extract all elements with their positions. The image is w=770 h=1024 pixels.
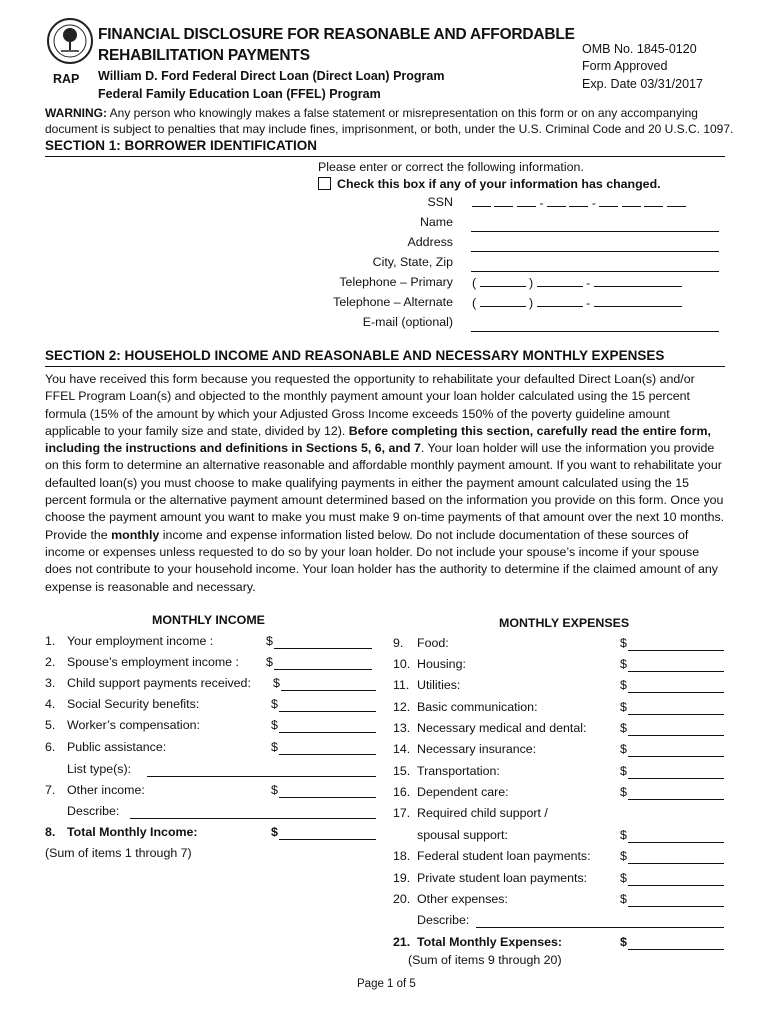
program-line1: William D. Ford Federal Direct Loan (Direct Loan) Program <box>98 69 445 83</box>
expense-item-14-label: Necessary insurance: <box>417 742 537 756</box>
expense-item-15-input[interactable] <box>628 778 724 779</box>
email-label: E-mail (optional) <box>362 315 453 329</box>
currency-sign: $ <box>620 935 627 949</box>
section2-rule <box>45 366 725 367</box>
income-item-2-input[interactable] <box>274 669 372 670</box>
total-income-input[interactable] <box>279 839 376 840</box>
expense-item-18-number: 18. <box>393 849 411 863</box>
section1-instruction: Please enter or correct the following information. <box>318 160 584 174</box>
expense-item-14-number: 14. <box>393 742 411 756</box>
income-item-4-input[interactable] <box>279 711 376 712</box>
paren-open: ( <box>472 276 477 290</box>
expense-item-20-number: 20. <box>393 892 411 906</box>
income-item-1-number: 1. <box>45 634 56 648</box>
expense-item-12-label: Basic communication: <box>417 700 538 714</box>
form-title-line2: REHABILITATION PAYMENTS <box>98 47 310 64</box>
currency-sign: $ <box>271 697 278 711</box>
income-item-2-label: Spouse’s employment income : <box>67 655 239 669</box>
expense-item-21-number: 21. <box>393 935 411 949</box>
info-changed-label: Check this box if any of your information has changed. <box>337 177 661 191</box>
paren-open: ( <box>472 296 477 310</box>
expense-describe-input[interactable] <box>476 927 724 928</box>
currency-sign: $ <box>266 655 273 669</box>
expense-item-9-label: Food: <box>417 636 449 650</box>
ssn-dash: - <box>591 196 596 210</box>
expense-item-14-input[interactable] <box>628 756 724 757</box>
expense-item-21-label: Total Monthly Expenses: <box>417 935 563 949</box>
section1-rule <box>45 156 725 157</box>
expense-describe-label: Describe: <box>417 913 470 927</box>
currency-sign: $ <box>620 678 627 692</box>
list-types-label: List type(s): <box>67 762 132 776</box>
city-state-zip-input[interactable] <box>471 271 719 272</box>
income-item-8-label: Total Monthly Income: <box>67 825 198 839</box>
expense-item-13-number: 13. <box>393 721 411 735</box>
p1-text-bold: Before completing this section, carefully read the entire form, including the instructions and definitions in Sections 5, 6, and 7 <box>45 423 711 456</box>
income-item-1-label: Your employment income : <box>67 634 214 648</box>
page-number: Page 1 of 5 <box>357 978 416 990</box>
income-item-4-label: Social Security benefits: <box>67 697 200 711</box>
currency-sign: $ <box>620 892 627 906</box>
p2-text-b: income and expense information listed below. Do not include documentation of these sources of income or expenses unless requested to do so by your loan holder. Do not include your spouse’s income if your spouse does not contribute to your household income. Your loan holder has the authority to determine if the claimed amount of any expense is reasonable and necessary. <box>45 527 718 594</box>
p1-text-b: . Your loan holder will use the information you provide on this form to determine an alternative reasonable and affordable monthly payment amount. If you want to rehabilitate your defaulted loan(s) you must choose to make qualifying payments in either the payment amount calculated using the 15 percent formula or the alternative payment amount determined based on the information you provide on this form. Once you choose the payment amount you want to make you must make 9 on-time payments of that amount over the next 10 months. <box>45 441 725 525</box>
expense-item-17-label-line2: spousal support: <box>417 828 508 842</box>
expense-item-16-number: 16. <box>393 785 411 799</box>
total-expenses-note: (Sum of items 9 through 20) <box>408 953 562 967</box>
phone-alternate-input[interactable] <box>472 295 682 310</box>
phone-dash: - <box>586 276 591 290</box>
expense-item-16-input[interactable] <box>628 799 724 800</box>
expense-item-17-number: 17. <box>393 806 411 820</box>
total-expenses-input[interactable] <box>628 949 724 950</box>
total-income-note: (Sum of items 1 through 7) <box>45 846 192 860</box>
city-state-zip-label: City, State, Zip <box>372 255 453 269</box>
expense-item-18-input[interactable] <box>628 863 724 864</box>
form-code: RAP <box>53 72 80 86</box>
phone-primary-label: Telephone – Primary <box>339 275 453 289</box>
expense-item-12-input[interactable] <box>628 714 724 715</box>
warning-text1: Any person who knowingly makes a false statement or misrepresentation on this form or on any accompanying <box>109 106 698 120</box>
currency-sign: $ <box>620 657 627 671</box>
income-item-6-label: Public assistance: <box>67 740 167 754</box>
expense-item-18-label: Federal student loan payments: <box>417 849 591 863</box>
address-label: Address <box>407 235 453 249</box>
instructions-paragraph2 <box>45 527 725 596</box>
income-item-5-number: 5. <box>45 718 56 732</box>
currency-sign: $ <box>620 828 627 842</box>
section2-title: SECTION 2: HOUSEHOLD INCOME AND REASONABLE AND NECESSARY MONTHLY EXPENSES <box>45 348 665 363</box>
income-item-2-number: 2. <box>45 655 56 669</box>
currency-sign: $ <box>620 849 627 863</box>
p2-text-bold: monthly <box>111 527 160 542</box>
expense-item-10-number: 10. <box>393 657 411 671</box>
p2-text-a: Provide the <box>45 527 112 542</box>
expense-item-9-number: 9. <box>393 636 404 650</box>
currency-sign: $ <box>620 785 627 799</box>
income-item-7-input[interactable] <box>279 797 376 798</box>
expense-item-19-number: 19. <box>393 871 411 885</box>
phone-alternate-label: Telephone – Alternate <box>333 295 453 309</box>
address-input[interactable] <box>471 251 719 252</box>
currency-sign: $ <box>620 700 627 714</box>
p1-text-a: You have received this form because you requested the opportunity to rehabilitate your defaulted Direct Loan(s) and/or FFEL Program Loan(s) and objected to the monthly payment amount your loan holder calculated using the 15 percent formula (15% of the amount by which your Adjusted Gross Income exceeds 150% of the poverty guideline amount applicable to your family size and state, divided by 12). <box>45 372 695 438</box>
expense-item-15-number: 15. <box>393 764 411 778</box>
currency-sign: $ <box>271 825 278 839</box>
income-describe-input[interactable] <box>130 818 376 819</box>
income-heading: MONTHLY INCOME <box>152 613 265 627</box>
currency-sign: $ <box>620 721 627 735</box>
name-input[interactable] <box>471 231 719 232</box>
currency-sign: $ <box>620 871 627 885</box>
section1-title: SECTION 1: BORROWER IDENTIFICATION <box>45 138 317 153</box>
warning-text2: document is subject to penalties that may include fines, imprisonment, or both, under the U.S. Criminal Code and 20 U.S.C. 1097. <box>45 122 734 136</box>
income-item-6-input[interactable] <box>279 754 376 755</box>
income-item-8-number: 8. <box>45 825 56 839</box>
email-input[interactable] <box>471 331 719 332</box>
expense-item-10-label: Housing: <box>417 657 466 671</box>
expense-item-17-input[interactable] <box>628 842 724 843</box>
phone-dash: - <box>586 296 591 310</box>
income-item-3-input[interactable] <box>281 690 376 691</box>
expense-item-17-label: Required child support / <box>417 806 548 820</box>
currency-sign: $ <box>271 740 278 754</box>
expense-item-15-label: Transportation: <box>417 764 500 778</box>
omb-number: OMB No. 1845-0120 <box>582 42 697 56</box>
expense-item-10-input[interactable] <box>628 671 724 672</box>
currency-sign: $ <box>620 764 627 778</box>
paren-close: ) <box>529 276 534 290</box>
department-seal-icon <box>47 18 93 64</box>
name-label: Name <box>419 215 453 229</box>
income-item-7-number: 7. <box>45 783 56 797</box>
expense-item-20-input[interactable] <box>628 906 724 907</box>
expenses-heading: MONTHLY EXPENSES <box>499 616 630 630</box>
ssn-input[interactable] <box>472 195 686 210</box>
income-describe-label: Describe: <box>67 804 120 818</box>
info-changed-checkbox[interactable] <box>318 177 331 190</box>
currency-sign: $ <box>266 634 273 648</box>
expense-item-20-label: Other expenses: <box>417 892 508 906</box>
expense-item-12-number: 12. <box>393 700 411 714</box>
list-types-input[interactable] <box>147 776 376 777</box>
expense-item-13-label: Necessary medical and dental: <box>417 721 587 735</box>
expense-item-11-input[interactable] <box>628 692 724 693</box>
expense-item-19-input[interactable] <box>628 885 724 886</box>
currency-sign: $ <box>273 676 280 690</box>
income-item-3-label: Child support payments received: <box>67 676 251 690</box>
paren-close: ) <box>529 296 534 310</box>
expense-item-16-label: Dependent care: <box>417 785 509 799</box>
form-title-line1: FINANCIAL DISCLOSURE FOR REASONABLE AND AFFORDABLE <box>98 26 575 43</box>
currency-sign: $ <box>271 783 278 797</box>
ssn-label: SSN <box>427 195 453 209</box>
income-item-4-number: 4. <box>45 697 56 711</box>
expense-item-11-number: 11. <box>393 678 410 692</box>
expiration-date: Exp. Date 03/31/2017 <box>582 77 703 91</box>
program-line2: Federal Family Education Loan (FFEL) Program <box>98 87 381 101</box>
warning-label: WARNING: <box>45 106 107 120</box>
income-item-5-input[interactable] <box>279 732 376 733</box>
income-item-5-label: Worker’s compensation: <box>67 718 200 732</box>
currency-sign: $ <box>271 718 278 732</box>
income-item-6-number: 6. <box>45 740 56 754</box>
income-item-7-label: Other income: <box>67 783 145 797</box>
section2-instructions <box>45 371 725 596</box>
expense-item-19-label: Private student loan payments: <box>417 871 588 885</box>
expense-item-9-input[interactable] <box>628 650 724 651</box>
expense-item-13-input[interactable] <box>628 735 724 736</box>
warning-line1 <box>45 105 698 121</box>
expense-item-11-label: Utilities: <box>417 678 461 692</box>
currency-sign: $ <box>620 742 627 756</box>
currency-sign: $ <box>620 636 627 650</box>
ssn-dash: - <box>539 196 544 210</box>
instructions-paragraph1 <box>45 371 725 527</box>
form-approved: Form Approved <box>582 59 668 73</box>
income-item-3-number: 3. <box>45 676 56 690</box>
income-item-1-input[interactable] <box>274 648 372 649</box>
phone-primary-input[interactable] <box>472 275 682 290</box>
